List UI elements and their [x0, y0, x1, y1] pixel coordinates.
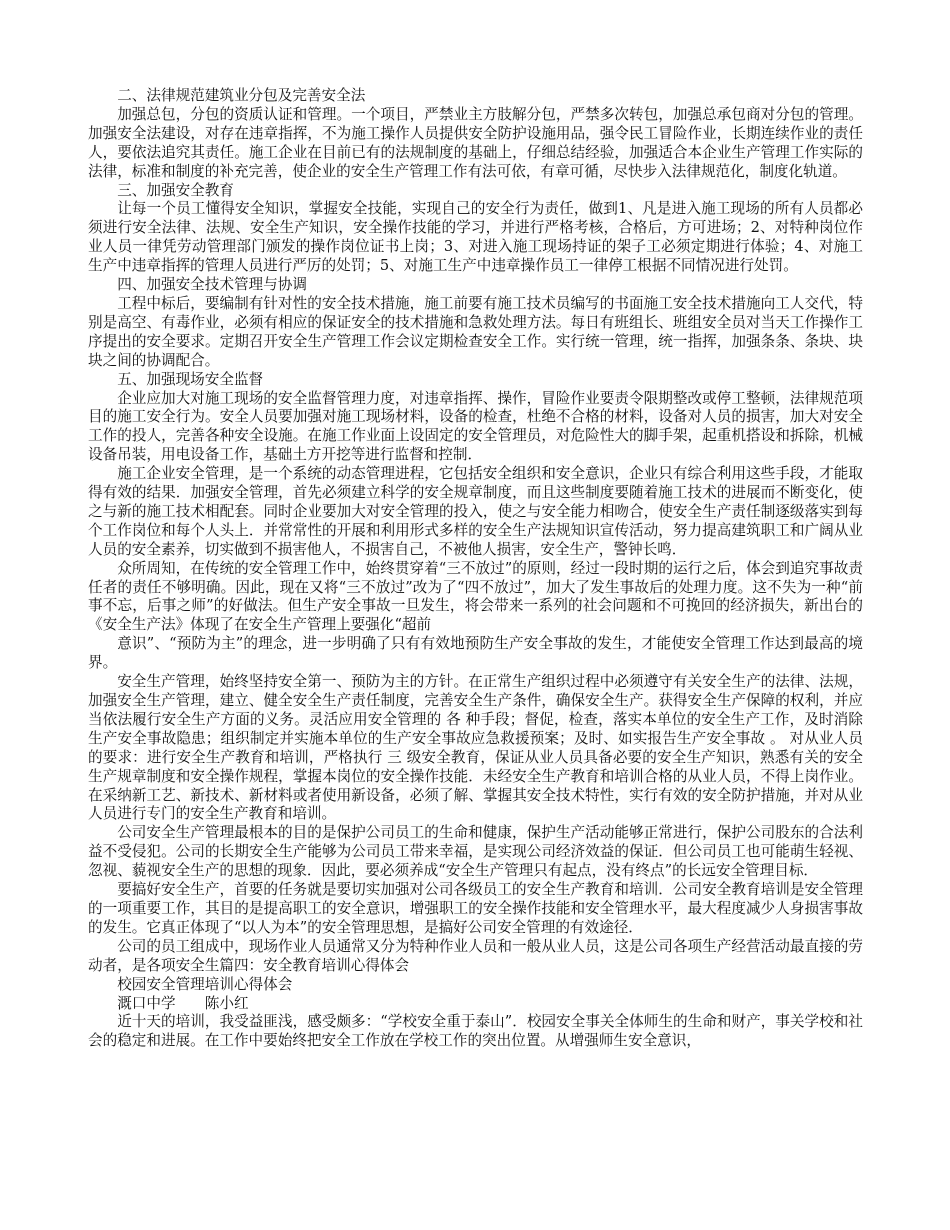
paragraph: 意识”、“预防为主”的理念，进一步明确了只有有效地预防生产安全事故的发生，才能使安全管理工作达到最高的境界。: [88, 635, 863, 672]
section-heading-2: 二、法律规范建筑业分包及完善安全法: [117, 87, 366, 104]
article-title: 校园安全管理培训心得体会: [117, 975, 293, 993]
section-heading-4: 四、加强安全技术管理与协调: [117, 276, 307, 294]
author-line: 溉口中学 陈小红: [117, 994, 249, 1012]
paragraph: 工程中标后，要编制有针对性的安全技术措施，施工前要有施工技术员编写的书面施工安全技术措施向工人交代，特别是高空、有毒作业，必须有相应的保证安全的技术措施和急救处理方法。每日有班组长、班组安全员对当天工作操作工序提出的安全要求。定期召开安全生产管理工作会议定期检查安全工作。实行统一管理，统一指挥，加强条条、条块、块块之间的协调配合。: [88, 294, 863, 369]
section-heading-3: 三、加强安全教育: [117, 181, 234, 199]
paragraph: 加强总包，分包的资质认证和管理。一个项目，严禁业主方肢解分包，严禁多次转包，加强总承包商对分包的管理。加强安全法建设，对存在违章指挥，不为施工操作人员提供安全防护设施用品，强令民工冒险作业，长期连续作业的责任人，要依法追究其责任。施工企业在目前已有的法规制度的基础上，仔细总结经验，加强适合本企业生产管理工作实际的法律，标准和制度的补充完善，使企业的安全生产管理工作有法可依，有章可循，尽快步入法律规范化，制度化轨道。: [88, 105, 863, 180]
paragraph: 众所周知，在传统的安全管理工作中，始终贯穿着“三不放过”的原则，经过一段时期的运行之后，体会到追究事故责任者的责任不够明确。因此，现在又将“三不放过”改为了“四不放过”，加大了发生事故后的处理力度。这不失为一种“前事不忘，后事之师”的好做法。但生产安全事故一旦发生，将会带来一系列的社会问题和不可挽回的经济损失，新出台的《安全生产法》体现了在安全生产管理上要强化“超前: [88, 559, 863, 634]
section-heading-5: 五、加强现场安全监督: [117, 370, 264, 388]
document-body: [88, 87, 863, 1051]
paragraph: 企业应加大对施工现场的安全监督管理力度，对违章指挥、操作，冒险作业要责令限期整改或停工整顿，法律规范项目的施工安全行为。安全人员要加强对施工现场材料，设备的检查，杜绝不合格的材料，设备对人员的损害，加大对安全工作的投人，完善各种安全设施。在施工作业面上设固定的安全管理员，对危险性大的脚手架，起重机搭设和拆除，机械设备吊装，用电设备工作，基础土方开挖等进行监督和控制．: [88, 389, 863, 464]
paragraph: 施工企业安全管理，是一个系统的动态管理进程，它包括安全组织和安全意识，企业只有综合利用这些手段，才能取得有效的结果．加强安全管理，首先必须建立科学的安全规章制度，而且这些制度要随着施工技术的进展而不断变化，使之与新的施工技术相配套。同时企业要加大对安全管理的投入，使之与安全能力相吻合，使安全生产责任制逐级落实到每个工作岗位和每个人头上．并常常性的开展和利用形式多样的安全生产法规知识宣传活动，努力提高建筑职工和广阔从业人员的安全素养，切实做到不损害他人，不损害自己，不被他人损害，安全生产，警钟长鸣．: [88, 465, 863, 558]
paragraph: 安全生产管理，始终坚持安全第一、预防为主的方针。在正常生产组织过程中必须遵守有关安全生产的法律、法规，加强安全生产管理，建立、健全安全生产责任制度，完善安全生产条件，确保安全生产。获得安全生产保障的权利，并应当依法履行安全生产方面的义务。灵活应用安全管理的 各 种手段；督促，检查，落实本单位的安全生产工作，及时消除生产安全事故隐患；组织制定并实施本单位的生产安全事故应急救援预案；及时、如实报告生产安全事故 。 对从业人员的要求：进行安全生产教育和培训，严格执行 三 级安全教育，保证从业人员具备必要的安全生产知识，熟悉有关的安全生产规章制度和安全操作规程，掌握本岗位的安全操作技能．未经安全生产教育和培训合格的从业人员，不得上岗作业。在采纳新工艺、新技术、新材料或者使用新设备，必须了解、掌握其安全技术特性，实行有效的安全防护措施，并对从业人员进行专门的安全生产教育和培训。: [88, 673, 863, 823]
paragraph: 要搞好安全生产，首要的任务就是要切实加强对公司各级员工的安全生产教育和培训．公司安全教育培训是安全管理的一项重要工作，其目的是提高职工的安全意识，增强职工的安全操作技能和安全管理水平，最大程度减少人身损害事故的发生。它真正体现了“以人为本”的安全管理思想，是搞好公司安全管理的有效途径．: [88, 881, 863, 936]
paragraph: 公司的员工组成中，现场作业人员通常又分为特种作业人员和一般从业人员，这是公司各项生产经营活动最直接的劳动者，是各项安全生篇四：安全教育培训心得体会: [88, 937, 863, 974]
paragraph: 近十天的培训，我受益匪浅，感受颇多：“学校安全重于泰山”．校园安全事关全体师生的生命和财产，事关学校和社会的稳定和进展。在工作中要始终把安全工作放在学校工作的突出位置。从增强师生安全意识，: [88, 1013, 863, 1050]
paragraph: 让每一个员工懂得安全知识，掌握安全技能，实现自己的安全行为责任，做到1、凡是进入施工现场的所有人员都必须进行安全法律、法规、安全生产知识，安全操作技能的学习，并进行严格考核，合格后，方可进场；2、对特种岗位作业人员一律凭劳动管理部门颁发的操作岗位证书上岗；3、对进入施工现场持证的架子工必须定期进行体验；4、对施工生产中违章指挥的管理人员进行严厉的处罚；5、对施工生产中违章操作员工一律停工根据不同情况进行处罚。: [88, 200, 863, 275]
paragraph: 公司安全生产管理最根本的目的是保护公司员工的生命和健康，保护生产活动能够正常进行，保护公司股东的合法利益不受侵犯。公司的长期安全生产能够为公司员工带来幸福，是实现公司经济效益的保证．但公司员工也可能萌生轻视、忽视、藐视安全生产的思想的现象．因此，要必须养成“安全生产管理只有起点，没有终点”的长远安全管理目标．: [88, 824, 863, 880]
